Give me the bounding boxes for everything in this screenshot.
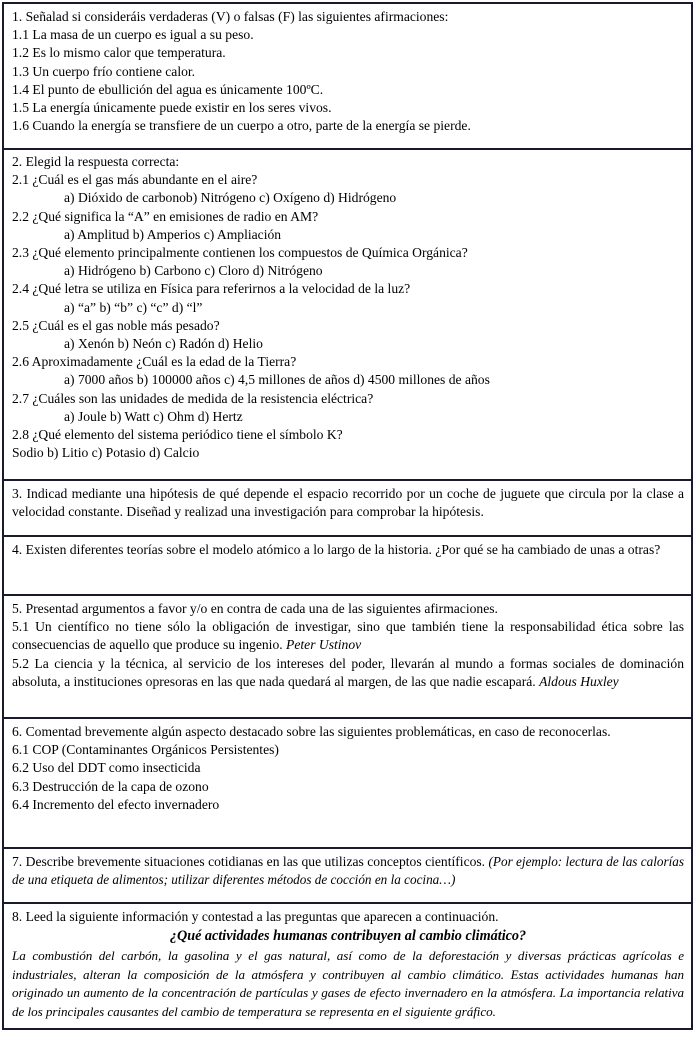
section-5-item-1-text: 5.1 Un científico no tiene sólo la obligación de investigar, sino que también tiene la responsabilidad ética sobre las consecuencias de aquello que produce su ingenio. (12, 619, 688, 653)
section-1-item-5: 1.5 La energía únicamente puede existir en los seres vivos. (12, 100, 332, 116)
worksheet-table (2, 2, 693, 1030)
section-4 (4, 537, 691, 596)
section-2-question-4: 2.4 ¿Qué letra se utiliza en Física para referirnos a la velocidad de la luz? (12, 281, 411, 297)
section-8-body: La combustión del carbón, la gasolina y el gas natural, así como de la deforestación y diversas prácticas agrícolas e industriales, alteran la composición de la atmósfera y contribuyen al cambio climático. Estas actividades humanas han originado un aumento de la concentración de partículas y gases de efecto invernadero en la atmósfera. La importancia relativa de los principales causantes del cambio de temperatura se representa en el siguiente gráfico. (12, 948, 684, 1019)
section-7-text-block (12, 853, 688, 890)
section-1 (4, 4, 691, 150)
section-8-heading: ¿Qué actividades humanas contribuyen al cambio climático? (169, 928, 527, 945)
section-2-answers-1: a) Dióxido de carbonob) Nitrógeno c) Oxígeno d) Hidrógeno (64, 190, 397, 206)
section-8-prompt: 8. Leed la siguiente información y contestad a las preguntas que aparecen a continuación. (12, 909, 499, 924)
section-3-text: 3. Indicad mediante una hipótesis de qué depende el espacio recorrido por un coche de juguete que circula por la clase a velocidad constante. Diseñad y realizad una investigación para comprobar la hipótesis. (12, 486, 688, 520)
section-2-answers-8: Sodio b) Litio c) Potasio d) Calcio (12, 445, 200, 461)
section-2-prompt: 2. Elegid la respuesta correcta: (12, 154, 180, 169)
section-3 (4, 481, 691, 537)
section-2-answers-2: a) Amplitud b) Amperios c) Ampliación (64, 226, 282, 242)
section-1-item-4: 1.4 El punto de ebullición del agua es únicamente 100ºC. (12, 81, 324, 97)
section-2-answers-3: a) Hidrógeno b) Carbono c) Cloro d) Nitrógeno (64, 263, 323, 279)
section-2-question-5: 2.5 ¿Cuál es el gas noble más pesado? (12, 317, 220, 333)
section-8 (4, 904, 691, 1030)
section-2-answers-6: a) 7000 años b) 100000 años c) 4,5 millones de años d) 4500 millones de años (64, 372, 490, 388)
section-5-item-1 (12, 618, 688, 654)
section-2-answers-4: a) “a” b) “b” c) “c” d) “l” (64, 299, 203, 315)
section-5-item-2 (12, 655, 688, 691)
section-5-item-2-text: 5.2 La ciencia y la técnica, al servicio de los intereses del poder, llevarán al mundo a formas sociales de dominación absoluta, a instituciones opresoras en las que nada quedará al margen, de las que nadie escapará. (12, 655, 688, 689)
section-7 (4, 849, 691, 904)
section-1-item-1: 1.1 La masa de un cuerpo es igual a su peso. (12, 27, 254, 43)
section-6-item-4: 6.4 Incremento del efecto invernadero (12, 796, 220, 812)
section-6 (4, 719, 691, 849)
section-2-answers-7: a) Joule b) Watt c) Ohm d) Hertz (64, 408, 243, 424)
section-5 (4, 596, 691, 719)
section-1-item-6: 1.6 Cuando la energía se transfiere de un cuerpo a otro, parte de la energía se pierde. (12, 118, 471, 134)
section-2-question-7: 2.7 ¿Cuáles son las unidades de medida de la resistencia eléctrica? (12, 390, 374, 406)
section-2-question-2: 2.2 ¿Qué significa la “A” en emisiones de radio en AM? (12, 208, 319, 224)
section-1-item-2: 1.2 Es lo mismo calor que temperatura. (12, 45, 226, 61)
section-5-item-2-author: Aldous Huxley (539, 673, 619, 689)
section-1-item-3: 1.3 Un cuerpo frío contiene calor. (12, 63, 196, 79)
section-6-item-2: 6.2 Uso del DDT como insecticida (12, 760, 201, 776)
section-2-answers-5: a) Xenón b) Neón c) Radón d) Helio (64, 336, 263, 352)
section-1-prompt: 1. Señalad si consideráis verdaderas (V) o falsas (F) las siguientes afirmaciones: (12, 9, 449, 24)
section-7-text: 7. Describe brevemente situaciones cotidianas en las que utilizas conceptos científicos. (12, 854, 489, 869)
section-5-prompt: 5. Presentad argumentos a favor y/o en contra de cada una de las siguientes afirmaciones. (12, 601, 498, 616)
section-5-item-1-author: Peter Ustinov (286, 637, 362, 653)
section-6-item-1: 6.1 COP (Contaminantes Orgánicos Persistentes) (12, 742, 279, 758)
section-2-question-3: 2.3 ¿Qué elemento principalmente contienen los compuestos de Química Orgánica? (12, 245, 468, 261)
section-6-prompt: 6. Comentad brevemente algún aspecto destacado sobre las siguientes problemáticas, en caso de reconocerlas. (12, 724, 611, 739)
section-4-text: 4. Existen diferentes teorías sobre el modelo atómico a lo largo de la historia. ¿Por qué se ha cambiado de unas a otras? (12, 542, 661, 557)
section-6-item-3: 6.3 Destrucción de la capa de ozono (12, 778, 209, 794)
section-2-question-8: 2.8 ¿Qué elemento del sistema periódico tiene el símbolo K? (12, 427, 343, 443)
section-2 (4, 150, 691, 481)
section-7-example: (Por ejemplo: lectura de las calorías de una etiqueta de alimentos; utilizar diferentes métodos de cocción en la cocina…) (12, 854, 688, 888)
section-2-question-1: 2.1 ¿Cuál es el gas más abundante en el aire? (12, 172, 258, 188)
section-2-question-6: 2.6 Aproximadamente ¿Cuál es la edad de la Tierra? (12, 354, 297, 370)
